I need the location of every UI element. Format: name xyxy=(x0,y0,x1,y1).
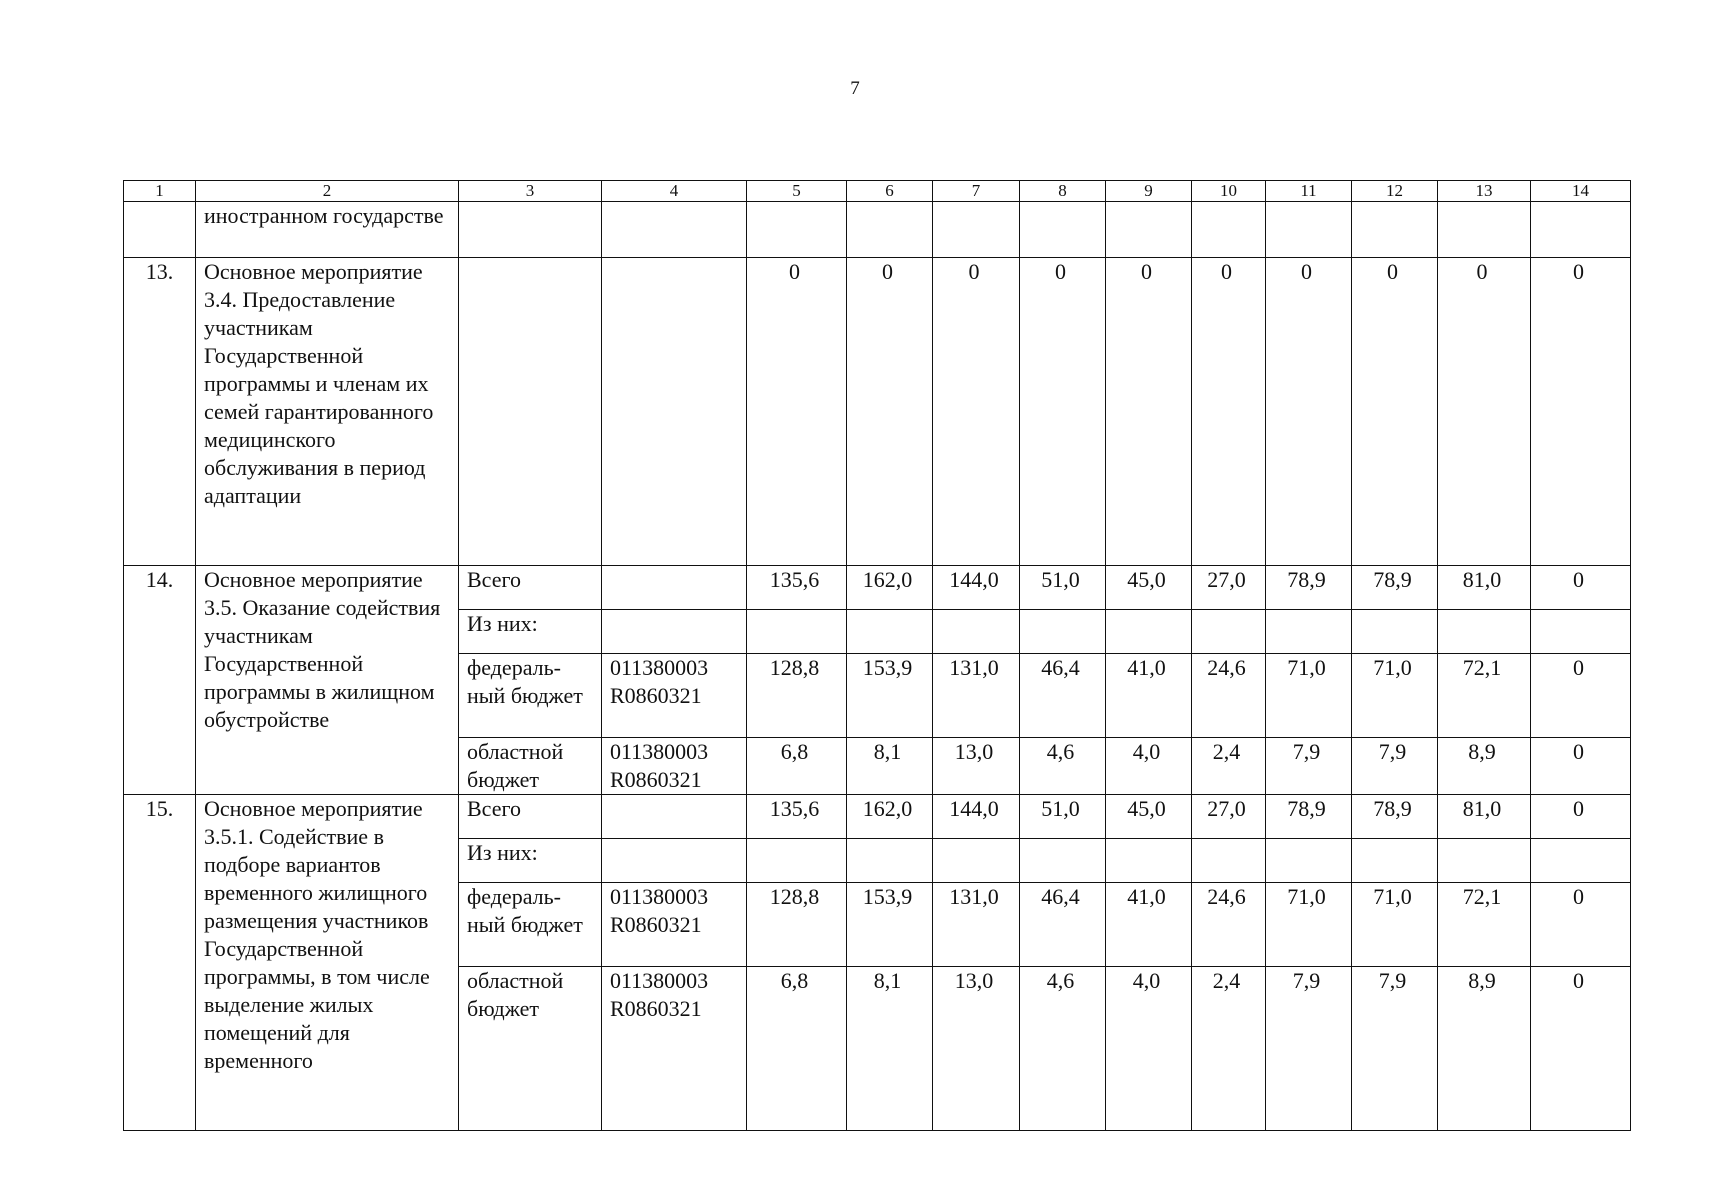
value-cell-col-10: 0 xyxy=(1192,258,1266,566)
value-cell-col-6: 8,1 xyxy=(847,967,933,1131)
value-cell-col-5: 0 xyxy=(747,258,847,566)
value-cell-col-14: 0 xyxy=(1531,654,1631,738)
value-cell-col-12: 7,9 xyxy=(1352,967,1438,1131)
budget-code: 011380003 R0860321 xyxy=(602,654,747,738)
value-cell-col-14: 0 xyxy=(1531,738,1631,795)
value-cell-col-9: 4,0 xyxy=(1106,967,1192,1131)
value-cell-col-10 xyxy=(1192,610,1266,654)
table-row xyxy=(124,202,1631,258)
value-cell-col-6: 8,1 xyxy=(847,738,933,795)
value-cell-col-6: 162,0 xyxy=(847,566,933,610)
value-cell-col-12: 7,9 xyxy=(1352,738,1438,795)
value-cell-col-9 xyxy=(1106,839,1192,883)
activity-description: иностранном государстве xyxy=(196,202,459,258)
value-cell-col-5: 128,8 xyxy=(747,654,847,738)
value-cell-col-14: 0 xyxy=(1531,967,1631,1131)
budget-table xyxy=(123,180,1631,1131)
funding-source: областной бюджет xyxy=(459,967,602,1131)
value-cell-col-8: 51,0 xyxy=(1020,566,1106,610)
value-cell-col-8: 4,6 xyxy=(1020,967,1106,1131)
column-header: 5 xyxy=(747,181,847,202)
table-row xyxy=(124,795,1631,839)
budget-code xyxy=(602,839,747,883)
value-cell-col-8 xyxy=(1020,202,1106,258)
column-header: 12 xyxy=(1352,181,1438,202)
table-row xyxy=(124,566,1631,610)
value-cell-col-13: 0 xyxy=(1438,258,1531,566)
value-cell-col-11: 7,9 xyxy=(1266,967,1352,1131)
value-cell-col-8: 46,4 xyxy=(1020,654,1106,738)
value-cell-col-13: 72,1 xyxy=(1438,654,1531,738)
value-cell-col-5: 6,8 xyxy=(747,967,847,1131)
value-cell-col-10 xyxy=(1192,202,1266,258)
value-cell-col-14 xyxy=(1531,839,1631,883)
value-cell-col-7: 131,0 xyxy=(933,654,1020,738)
value-cell-col-12: 78,9 xyxy=(1352,566,1438,610)
column-header: 10 xyxy=(1192,181,1266,202)
column-header: 3 xyxy=(459,181,602,202)
value-cell-col-12 xyxy=(1352,839,1438,883)
value-cell-col-8: 4,6 xyxy=(1020,738,1106,795)
column-header: 4 xyxy=(602,181,747,202)
value-cell-col-8: 46,4 xyxy=(1020,883,1106,967)
value-cell-col-12: 78,9 xyxy=(1352,795,1438,839)
column-header: 11 xyxy=(1266,181,1352,202)
value-cell-col-8: 51,0 xyxy=(1020,795,1106,839)
value-cell-col-8: 0 xyxy=(1020,258,1106,566)
funding-source: Всего xyxy=(459,795,602,839)
value-cell-col-12: 0 xyxy=(1352,258,1438,566)
value-cell-col-9: 41,0 xyxy=(1106,883,1192,967)
value-cell-col-5: 135,6 xyxy=(747,795,847,839)
header-row xyxy=(124,181,1631,202)
value-cell-col-14: 0 xyxy=(1531,258,1631,566)
funding-source: федераль-ный бюджет xyxy=(459,883,602,967)
value-cell-col-10: 2,4 xyxy=(1192,738,1266,795)
value-cell-col-7: 0 xyxy=(933,258,1020,566)
value-cell-col-5: 6,8 xyxy=(747,738,847,795)
value-cell-col-7: 144,0 xyxy=(933,795,1020,839)
page-number: 7 xyxy=(850,78,860,99)
value-cell-col-14: 0 xyxy=(1531,883,1631,967)
value-cell-col-6 xyxy=(847,202,933,258)
value-cell-col-7 xyxy=(933,202,1020,258)
value-cell-col-12 xyxy=(1352,610,1438,654)
value-cell-col-7 xyxy=(933,839,1020,883)
value-cell-col-12: 71,0 xyxy=(1352,883,1438,967)
value-cell-col-13: 81,0 xyxy=(1438,566,1531,610)
value-cell-col-11: 78,9 xyxy=(1266,795,1352,839)
value-cell-col-9: 4,0 xyxy=(1106,738,1192,795)
value-cell-col-6 xyxy=(847,839,933,883)
funding-source: федераль-ный бюджет xyxy=(459,654,602,738)
value-cell-col-12: 71,0 xyxy=(1352,654,1438,738)
value-cell-col-5 xyxy=(747,202,847,258)
value-cell-col-13: 8,9 xyxy=(1438,967,1531,1131)
budget-code xyxy=(602,258,747,566)
activity-description: Основное мероприятие 3.4. Предоставление участникам Государственной программы и членам их семей гарантированного медицинского обслуживания в период адаптации xyxy=(196,258,459,566)
budget-code: 011380003 R0860321 xyxy=(602,967,747,1131)
value-cell-col-7 xyxy=(933,610,1020,654)
value-cell-col-14 xyxy=(1531,202,1631,258)
row-number xyxy=(124,202,196,258)
budget-code xyxy=(602,202,747,258)
activity-description: Основное мероприятие 3.5. Оказание содействия участникам Государственной программы в жилищном обустройстве xyxy=(196,566,459,795)
value-cell-col-7: 144,0 xyxy=(933,566,1020,610)
column-header: 14 xyxy=(1531,181,1631,202)
column-header: 2 xyxy=(196,181,459,202)
value-cell-col-11: 7,9 xyxy=(1266,738,1352,795)
column-header: 13 xyxy=(1438,181,1531,202)
value-cell-col-14: 0 xyxy=(1531,566,1631,610)
value-cell-col-10: 24,6 xyxy=(1192,883,1266,967)
value-cell-col-10 xyxy=(1192,839,1266,883)
column-header: 9 xyxy=(1106,181,1192,202)
value-cell-col-9 xyxy=(1106,202,1192,258)
value-cell-col-5 xyxy=(747,839,847,883)
value-cell-col-9: 45,0 xyxy=(1106,795,1192,839)
value-cell-col-10: 27,0 xyxy=(1192,566,1266,610)
value-cell-col-6: 162,0 xyxy=(847,795,933,839)
value-cell-col-5: 128,8 xyxy=(747,883,847,967)
column-header: 1 xyxy=(124,181,196,202)
value-cell-col-10: 24,6 xyxy=(1192,654,1266,738)
value-cell-col-7: 131,0 xyxy=(933,883,1020,967)
value-cell-col-10: 27,0 xyxy=(1192,795,1266,839)
value-cell-col-8 xyxy=(1020,839,1106,883)
value-cell-col-6 xyxy=(847,610,933,654)
funding-source: Из них: xyxy=(459,839,602,883)
value-cell-col-9: 0 xyxy=(1106,258,1192,566)
value-cell-col-14: 0 xyxy=(1531,795,1631,839)
row-number: 15. xyxy=(124,795,196,1131)
funding-source: Всего xyxy=(459,566,602,610)
value-cell-col-9 xyxy=(1106,610,1192,654)
table-body xyxy=(124,181,1631,1131)
value-cell-col-13: 8,9 xyxy=(1438,738,1531,795)
value-cell-col-11: 71,0 xyxy=(1266,654,1352,738)
value-cell-col-6: 0 xyxy=(847,258,933,566)
value-cell-col-6: 153,9 xyxy=(847,883,933,967)
funding-source: областной бюджет xyxy=(459,738,602,795)
value-cell-col-11 xyxy=(1266,610,1352,654)
value-cell-col-5: 135,6 xyxy=(747,566,847,610)
activity-description: Основное мероприятие 3.5.1. Содействие в подборе вариантов временного жилищного размещения участников Государственной программы, в том числе выделение жилых помещений для временного xyxy=(196,795,459,1131)
value-cell-col-12 xyxy=(1352,202,1438,258)
column-header: 6 xyxy=(847,181,933,202)
value-cell-col-13: 81,0 xyxy=(1438,795,1531,839)
value-cell-col-11 xyxy=(1266,839,1352,883)
row-number: 13. xyxy=(124,258,196,566)
value-cell-col-7: 13,0 xyxy=(933,738,1020,795)
value-cell-col-11 xyxy=(1266,202,1352,258)
budget-code xyxy=(602,795,747,839)
value-cell-col-6: 153,9 xyxy=(847,654,933,738)
value-cell-col-13 xyxy=(1438,202,1531,258)
value-cell-col-11: 0 xyxy=(1266,258,1352,566)
value-cell-col-14 xyxy=(1531,610,1631,654)
row-number: 14. xyxy=(124,566,196,795)
value-cell-col-8 xyxy=(1020,610,1106,654)
value-cell-col-13: 72,1 xyxy=(1438,883,1531,967)
column-header: 7 xyxy=(933,181,1020,202)
value-cell-col-13 xyxy=(1438,610,1531,654)
value-cell-col-9: 45,0 xyxy=(1106,566,1192,610)
funding-source xyxy=(459,202,602,258)
value-cell-col-11: 78,9 xyxy=(1266,566,1352,610)
value-cell-col-5 xyxy=(747,610,847,654)
column-header: 8 xyxy=(1020,181,1106,202)
budget-code: 011380003 R0860321 xyxy=(602,883,747,967)
value-cell-col-9: 41,0 xyxy=(1106,654,1192,738)
funding-source xyxy=(459,258,602,566)
value-cell-col-13 xyxy=(1438,839,1531,883)
funding-source: Из них: xyxy=(459,610,602,654)
value-cell-col-11: 71,0 xyxy=(1266,883,1352,967)
budget-code xyxy=(602,610,747,654)
value-cell-col-7: 13,0 xyxy=(933,967,1020,1131)
value-cell-col-10: 2,4 xyxy=(1192,967,1266,1131)
budget-code: 011380003 R0860321 xyxy=(602,738,747,795)
table-row xyxy=(124,258,1631,566)
budget-code xyxy=(602,566,747,610)
